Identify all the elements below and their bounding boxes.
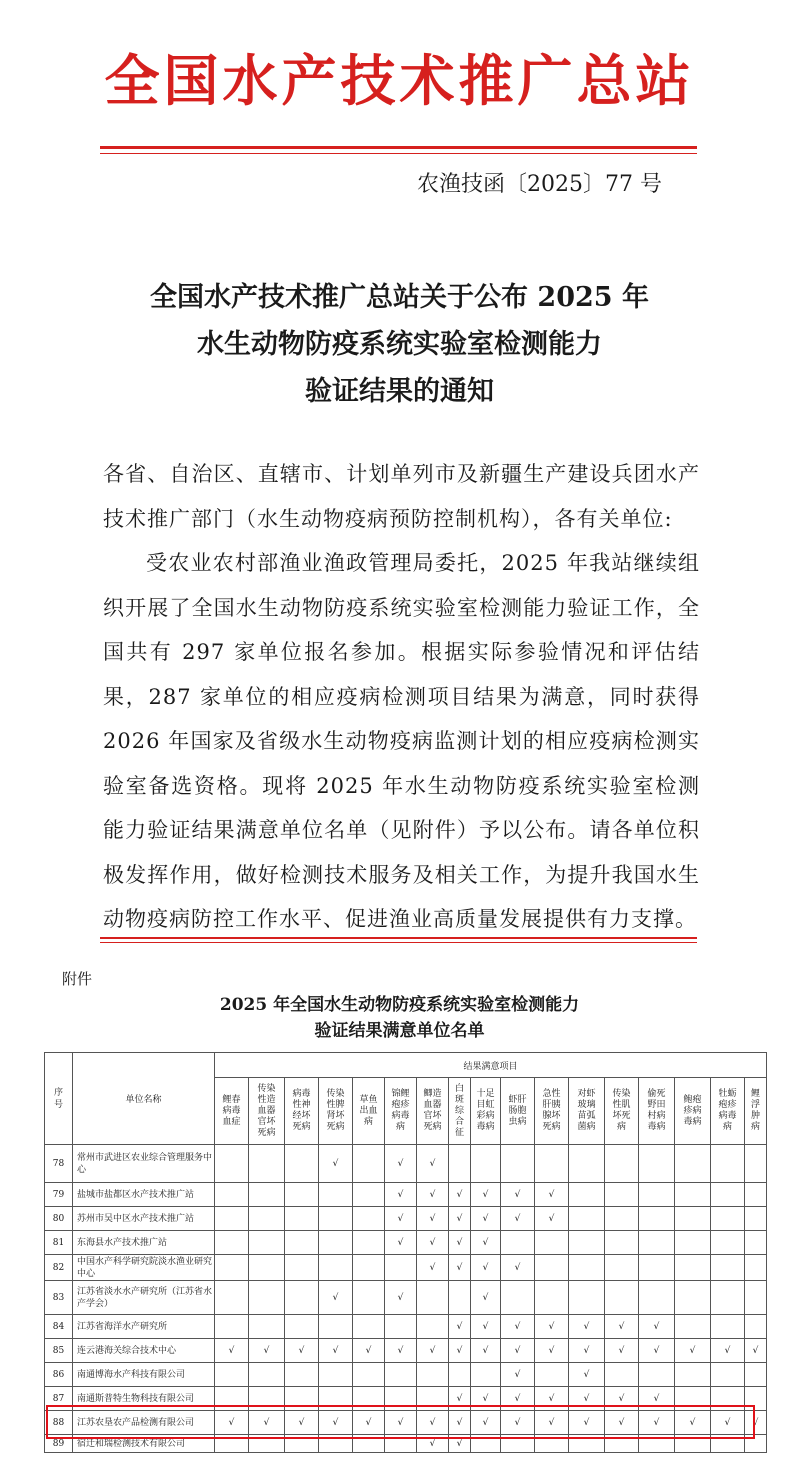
row-number: 81 [45, 1231, 73, 1255]
empty-cell [639, 1281, 675, 1315]
check-mark: √ [249, 1339, 285, 1363]
empty-cell [605, 1183, 639, 1207]
empty-cell [675, 1207, 711, 1231]
table-row [45, 1339, 767, 1363]
row-number: 83 [45, 1281, 73, 1315]
check-mark: √ [711, 1339, 745, 1363]
check-mark: √ [639, 1387, 675, 1411]
empty-cell [471, 1363, 501, 1387]
item-header-text: 白斑综合征 [454, 1083, 464, 1138]
attachment-label: 附件 [62, 970, 93, 988]
empty-cell [745, 1145, 767, 1183]
empty-cell [449, 1281, 471, 1315]
check-mark: √ [569, 1387, 605, 1411]
check-mark: √ [449, 1435, 471, 1453]
item-header-text: 草鱼出血病 [359, 1094, 378, 1127]
check-mark: √ [501, 1183, 535, 1207]
unit-name: 江苏省淡水水产研究所（江苏省水产学会） [73, 1281, 215, 1315]
table-row [45, 1183, 767, 1207]
empty-cell [285, 1281, 319, 1315]
header-divider-thin [100, 153, 697, 154]
check-mark: √ [471, 1281, 501, 1315]
check-mark: √ [471, 1231, 501, 1255]
item-header [449, 1078, 471, 1145]
empty-cell [639, 1183, 675, 1207]
unit-name: 江苏省海洋水产研究所 [73, 1315, 215, 1339]
empty-cell [535, 1231, 569, 1255]
check-mark: √ [417, 1231, 449, 1255]
empty-cell [605, 1207, 639, 1231]
check-mark: √ [471, 1207, 501, 1231]
row-number: 88 [45, 1411, 73, 1435]
empty-cell [675, 1363, 711, 1387]
empty-cell [353, 1231, 385, 1255]
footer-divider [100, 937, 697, 939]
empty-cell [449, 1145, 471, 1183]
unit-name: 宿迁和瑞检测技术有限公司 [73, 1435, 215, 1453]
check-mark: √ [385, 1411, 417, 1435]
empty-cell [501, 1231, 535, 1255]
empty-cell [745, 1255, 767, 1281]
row-number: 89 [45, 1435, 73, 1453]
empty-cell [639, 1231, 675, 1255]
check-mark: √ [471, 1315, 501, 1339]
empty-cell [639, 1207, 675, 1231]
row-number: 80 [45, 1207, 73, 1231]
empty-cell [249, 1231, 285, 1255]
salutation: 各省、自治区、直辖市、计划单列市及新疆生产建设兵团水产技术推广部门（水生动物疫病预防控制机构），各有关单位: [103, 462, 700, 531]
empty-cell [569, 1231, 605, 1255]
check-mark: √ [385, 1231, 417, 1255]
attachment-title-line-2: 验证结果满意单位名单 [314, 1021, 485, 1041]
item-header-text: 鲍疱疹病毒病 [683, 1094, 702, 1127]
check-mark: √ [471, 1183, 501, 1207]
empty-cell [745, 1315, 767, 1339]
empty-cell [675, 1255, 711, 1281]
document-number: 农渔技函〔2025〕77 号 [417, 172, 662, 197]
check-mark: √ [605, 1411, 639, 1435]
check-mark: √ [449, 1183, 471, 1207]
item-header-text: 急性肝胰腺坏死病 [542, 1089, 561, 1132]
footer-divider-thin [100, 942, 697, 943]
empty-cell [675, 1281, 711, 1315]
item-header [745, 1078, 767, 1145]
item-header [711, 1078, 745, 1145]
check-mark: √ [449, 1387, 471, 1411]
empty-cell [285, 1255, 319, 1281]
empty-cell [711, 1363, 745, 1387]
unit-name: 南通博海水产科技有限公司 [73, 1363, 215, 1387]
table-row [45, 1281, 767, 1315]
empty-cell [215, 1281, 249, 1315]
empty-cell [215, 1231, 249, 1255]
notice-title-line-3: 验证结果的通知 [305, 376, 494, 407]
check-mark: √ [535, 1183, 569, 1207]
empty-cell [249, 1363, 285, 1387]
empty-cell [353, 1183, 385, 1207]
notice-body [103, 452, 700, 942]
check-mark: √ [215, 1411, 249, 1435]
unit-name: 东海县水产技术推广站 [73, 1231, 215, 1255]
check-mark: √ [319, 1411, 353, 1435]
empty-cell [711, 1281, 745, 1315]
empty-cell [675, 1231, 711, 1255]
check-mark: √ [353, 1411, 385, 1435]
unit-name: 盐城市盐都区水产技术推广站 [73, 1183, 215, 1207]
item-header-text: 鲫造血器官坏死病 [423, 1089, 442, 1132]
empty-cell [569, 1183, 605, 1207]
check-mark: √ [417, 1255, 449, 1281]
group-header: 结果满意项目 [215, 1053, 767, 1078]
row-number: 79 [45, 1183, 73, 1207]
empty-cell [501, 1145, 535, 1183]
empty-cell [249, 1145, 285, 1183]
item-header-text: 十足目虹彩病毒病 [476, 1089, 495, 1132]
row-number: 87 [45, 1387, 73, 1411]
check-mark: √ [535, 1315, 569, 1339]
check-mark: √ [501, 1363, 535, 1387]
check-mark: √ [417, 1145, 449, 1183]
empty-cell [385, 1363, 417, 1387]
issuing-organization: 全国水产技术推广总站 [104, 48, 695, 113]
item-header [353, 1078, 385, 1145]
empty-cell [215, 1363, 249, 1387]
empty-cell [535, 1281, 569, 1315]
table-row [45, 1255, 767, 1281]
unit-name: 江苏农垦农产品检测有限公司 [73, 1411, 215, 1435]
item-header-text: 传染性肌坏死病 [612, 1089, 631, 1132]
check-mark: √ [745, 1339, 767, 1363]
empty-cell [215, 1145, 249, 1183]
item-header [215, 1078, 249, 1145]
empty-cell [215, 1207, 249, 1231]
item-header-text: 传染性脾肾坏死病 [326, 1089, 345, 1132]
row-number: 78 [45, 1145, 73, 1183]
empty-cell [569, 1145, 605, 1183]
unit-name: 南通斯普特生物科技有限公司 [73, 1387, 215, 1411]
empty-cell [285, 1315, 319, 1339]
empty-cell [605, 1231, 639, 1255]
empty-cell [711, 1255, 745, 1281]
row-number: 86 [45, 1363, 73, 1387]
empty-cell [675, 1145, 711, 1183]
table-row [45, 1207, 767, 1231]
check-mark: √ [471, 1387, 501, 1411]
attachment-title-line-1: 2025 年全国水生动物防疫系统实验室检测能力 [219, 995, 580, 1015]
check-mark: √ [449, 1411, 471, 1435]
notice-title-line-1: 全国水产技术推广总站关于公布 2025 年 [150, 282, 649, 313]
empty-cell [605, 1145, 639, 1183]
row-number: 84 [45, 1315, 73, 1339]
empty-cell [285, 1207, 319, 1231]
row-number: 82 [45, 1255, 73, 1281]
check-mark: √ [471, 1255, 501, 1281]
empty-cell [745, 1231, 767, 1255]
check-mark: √ [639, 1315, 675, 1339]
check-mark: √ [605, 1339, 639, 1363]
empty-cell [569, 1207, 605, 1231]
check-mark: √ [449, 1207, 471, 1231]
empty-cell [535, 1255, 569, 1281]
check-mark: √ [449, 1315, 471, 1339]
empty-cell [711, 1145, 745, 1183]
item-header-text: 偷死野田村病毒病 [647, 1089, 666, 1132]
item-header-text: 鲤浮肿病 [750, 1089, 760, 1132]
empty-cell [535, 1363, 569, 1387]
check-mark: √ [319, 1145, 353, 1183]
empty-cell [319, 1255, 353, 1281]
empty-cell [385, 1255, 417, 1281]
item-header-text: 病毒性神经坏死病 [292, 1089, 311, 1132]
empty-cell [501, 1281, 535, 1315]
empty-cell [639, 1145, 675, 1183]
empty-cell [353, 1255, 385, 1281]
table-row [45, 1145, 767, 1183]
item-header [417, 1078, 449, 1145]
empty-cell [353, 1315, 385, 1339]
empty-cell [353, 1363, 385, 1387]
check-mark: √ [417, 1339, 449, 1363]
check-mark: √ [569, 1363, 605, 1387]
item-header [639, 1078, 675, 1145]
highlight-box [46, 1405, 755, 1439]
item-header-text: 传染性造血器官坏死病 [257, 1083, 276, 1138]
empty-cell [569, 1281, 605, 1315]
empty-cell [285, 1145, 319, 1183]
unit-name: 中国水产科学研究院淡水渔业研究中心 [73, 1255, 215, 1281]
empty-cell [353, 1145, 385, 1183]
check-mark: √ [569, 1339, 605, 1363]
empty-cell [605, 1255, 639, 1281]
check-mark: √ [449, 1231, 471, 1255]
empty-cell [471, 1145, 501, 1183]
check-mark: √ [417, 1435, 449, 1453]
check-mark: √ [353, 1339, 385, 1363]
empty-cell [711, 1207, 745, 1231]
empty-cell [711, 1231, 745, 1255]
check-mark: √ [535, 1339, 569, 1363]
seq-header [45, 1053, 73, 1145]
table-row [45, 1363, 767, 1387]
check-mark: √ [285, 1411, 319, 1435]
header-divider [100, 146, 697, 149]
check-mark: √ [535, 1411, 569, 1435]
empty-cell [535, 1145, 569, 1183]
check-mark: √ [675, 1411, 711, 1435]
results-table [44, 1052, 767, 1453]
empty-cell [353, 1207, 385, 1231]
check-mark: √ [711, 1411, 745, 1435]
check-mark: √ [417, 1411, 449, 1435]
check-mark: √ [319, 1281, 353, 1315]
check-mark: √ [385, 1281, 417, 1315]
empty-cell [319, 1207, 353, 1231]
check-mark: √ [385, 1183, 417, 1207]
check-mark: √ [385, 1207, 417, 1231]
check-mark: √ [285, 1339, 319, 1363]
check-mark: √ [605, 1387, 639, 1411]
empty-cell [417, 1315, 449, 1339]
empty-cell [319, 1315, 353, 1339]
check-mark: √ [501, 1411, 535, 1435]
check-mark: √ [745, 1411, 767, 1435]
empty-cell [249, 1281, 285, 1315]
item-header [285, 1078, 319, 1145]
check-mark: √ [569, 1315, 605, 1339]
empty-cell [605, 1363, 639, 1387]
item-header [675, 1078, 711, 1145]
empty-cell [449, 1363, 471, 1387]
unit-name: 连云港海关综合技术中心 [73, 1339, 215, 1363]
item-header [249, 1078, 285, 1145]
row-number: 85 [45, 1339, 73, 1363]
check-mark: √ [417, 1183, 449, 1207]
check-mark: √ [501, 1315, 535, 1339]
unit-name: 苏州市吴中区水产技术推广站 [73, 1207, 215, 1231]
item-header [605, 1078, 639, 1145]
check-mark: √ [501, 1255, 535, 1281]
item-header [569, 1078, 605, 1145]
empty-cell [711, 1183, 745, 1207]
check-mark: √ [535, 1387, 569, 1411]
check-mark: √ [319, 1339, 353, 1363]
empty-cell [417, 1281, 449, 1315]
check-mark: √ [249, 1411, 285, 1435]
check-mark: √ [417, 1207, 449, 1231]
check-mark: √ [639, 1411, 675, 1435]
item-header-text: 牡蛎疱疹病毒病 [718, 1089, 737, 1132]
check-mark: √ [605, 1315, 639, 1339]
empty-cell [319, 1183, 353, 1207]
empty-cell [319, 1231, 353, 1255]
empty-cell [745, 1207, 767, 1231]
empty-cell [639, 1255, 675, 1281]
item-header-text: 虾肝肠胞虫病 [508, 1094, 527, 1127]
empty-cell [417, 1363, 449, 1387]
empty-cell [285, 1183, 319, 1207]
empty-cell [285, 1363, 319, 1387]
empty-cell [285, 1231, 319, 1255]
check-mark: √ [501, 1387, 535, 1411]
check-mark: √ [501, 1339, 535, 1363]
empty-cell [249, 1207, 285, 1231]
notice-title-line-2: 水生动物防疫系统实验室检测能力 [197, 329, 602, 360]
item-header-text: 鲤春病毒血症 [222, 1094, 241, 1127]
item-header [501, 1078, 535, 1145]
check-mark: √ [639, 1339, 675, 1363]
empty-cell [319, 1363, 353, 1387]
item-header [319, 1078, 353, 1145]
check-mark: √ [675, 1339, 711, 1363]
item-header-text: 对虾玻璃苗弧菌病 [577, 1089, 596, 1132]
check-mark: √ [385, 1145, 417, 1183]
check-mark: √ [569, 1411, 605, 1435]
empty-cell [385, 1315, 417, 1339]
empty-cell [675, 1183, 711, 1207]
check-mark: √ [449, 1255, 471, 1281]
item-header [471, 1078, 501, 1145]
empty-cell [745, 1281, 767, 1315]
empty-cell [569, 1255, 605, 1281]
check-mark: √ [215, 1339, 249, 1363]
check-mark: √ [535, 1207, 569, 1231]
seq-header-text: 序号 [53, 1087, 63, 1110]
empty-cell [745, 1183, 767, 1207]
empty-cell [639, 1363, 675, 1387]
empty-cell [215, 1315, 249, 1339]
item-header-text: 锦鲤疱疹病毒病 [391, 1089, 410, 1132]
table-row [45, 1231, 767, 1255]
empty-cell [215, 1255, 249, 1281]
item-header [535, 1078, 569, 1145]
empty-cell [605, 1281, 639, 1315]
empty-cell [249, 1255, 285, 1281]
empty-cell [249, 1183, 285, 1207]
check-mark: √ [449, 1339, 471, 1363]
empty-cell [249, 1315, 285, 1339]
check-mark: √ [385, 1339, 417, 1363]
item-header [385, 1078, 417, 1145]
unit-header: 单位名称 [73, 1053, 215, 1145]
unit-name: 常州市武进区农业综合管理服务中心 [73, 1145, 215, 1183]
empty-cell [215, 1183, 249, 1207]
empty-cell [711, 1315, 745, 1339]
notice-paragraph: 受农业农村部渔业渔政管理局委托，2025 年我站继续组织开展了全国水生动物防疫系统实验室检测能力验证工作，全国共有 297 家单位报名参加。根据实际参验情况和评估结果，287 家单位的相应疫病检测项目结果为满意，同时获得 2026 年国家及省级水生动物疫病监测计划的相应疫病检测实验室备选资格。现将 2025 年水生动物防疫系统实验室检测能力验证结果满意单位名单（见附件）予以公布。请各单位积极发挥作用，做好检测技术服务及相关工作，为提升我国水生动物疫病防控工作水平、促进渔业高质量发展提供有力支撑。 [103, 551, 700, 931]
check-mark: √ [501, 1207, 535, 1231]
table-row [45, 1315, 767, 1339]
empty-cell [745, 1363, 767, 1387]
empty-cell [353, 1281, 385, 1315]
check-mark: √ [471, 1411, 501, 1435]
check-mark: √ [471, 1339, 501, 1363]
empty-cell [675, 1315, 711, 1339]
